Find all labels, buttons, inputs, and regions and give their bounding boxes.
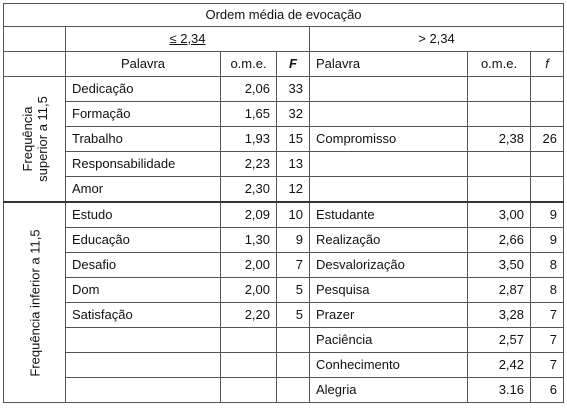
cell-f-left: 9 — [277, 228, 310, 253]
cell-word-right: Compromisso — [310, 127, 468, 152]
cell-f-left — [277, 328, 310, 353]
cell-f-right: 7 — [531, 303, 564, 328]
cell-word-right: Alegria — [310, 378, 468, 403]
cell-ome-left: 2,20 — [221, 303, 277, 328]
cell-f-right — [531, 152, 564, 177]
table-row — [4, 177, 564, 203]
group-header-left: ≤ 2,34 — [66, 27, 310, 52]
row-group-superior-label: Frequência superior a 11,5 — [19, 96, 50, 182]
table-row — [4, 378, 564, 403]
cell-ome-right: 2,57 — [468, 328, 531, 353]
cell-word-right: Paciência — [310, 328, 468, 353]
row-group-inferior-label: Frequência inferior a 11,5 — [27, 228, 42, 377]
cell-f-right — [531, 77, 564, 102]
evocation-table — [3, 3, 564, 403]
cell-f-right: 8 — [531, 253, 564, 278]
table-row — [4, 102, 564, 127]
cell-ome-left: 1,30 — [221, 228, 277, 253]
cell-ome-left: 1,65 — [221, 102, 277, 127]
table-row — [4, 77, 564, 102]
cell-f-right: 8 — [531, 278, 564, 303]
cell-f-right — [531, 177, 564, 203]
header-palavra-left: Palavra — [66, 52, 221, 77]
cell-word-left: Estudo — [66, 202, 221, 228]
cell-ome-right — [468, 102, 531, 127]
table-row — [4, 328, 564, 353]
header-f-left: F — [277, 52, 310, 77]
cell-f-left: 5 — [277, 278, 310, 303]
cell-f-right: 6 — [531, 378, 564, 403]
cell-ome-right — [468, 152, 531, 177]
cell-f-left: 13 — [277, 152, 310, 177]
corner-cell — [4, 27, 66, 52]
cell-word-right: Realização — [310, 228, 468, 253]
cell-ome-right: 3,00 — [468, 202, 531, 228]
cell-word-right — [310, 152, 468, 177]
table-row — [4, 303, 564, 328]
cell-word-right — [310, 77, 468, 102]
cell-word-left: Amor — [66, 177, 221, 203]
cell-word-right: Desvalorização — [310, 253, 468, 278]
header-f-right: f — [531, 52, 564, 77]
cell-word-left: Satisfação — [66, 303, 221, 328]
cell-ome-left: 2,23 — [221, 152, 277, 177]
cell-ome-left: 2,09 — [221, 202, 277, 228]
cell-word-left: Formação — [66, 102, 221, 127]
cell-word-left — [66, 328, 221, 353]
cell-ome-left: 2,06 — [221, 77, 277, 102]
cell-word-left: Educação — [66, 228, 221, 253]
cell-ome-right: 2,42 — [468, 353, 531, 378]
cell-word-left: Trabalho — [66, 127, 221, 152]
corner-cell-2 — [4, 52, 66, 77]
cell-ome-right — [468, 177, 531, 203]
cell-f-right: 7 — [531, 353, 564, 378]
cell-ome-left: 1,93 — [221, 127, 277, 152]
cell-ome-right: 2,87 — [468, 278, 531, 303]
table-title: Ordem média de evocação — [4, 4, 564, 27]
cell-f-left: 33 — [277, 77, 310, 102]
cell-ome-right: 2,66 — [468, 228, 531, 253]
cell-ome-right: 3,28 — [468, 303, 531, 328]
cell-ome-right — [468, 77, 531, 102]
cell-ome-left — [221, 353, 277, 378]
table-row — [4, 152, 564, 177]
cell-word-left — [66, 378, 221, 403]
row-group-label — [4, 77, 66, 203]
table-row — [4, 127, 564, 152]
cell-word-left: Dedicação — [66, 77, 221, 102]
table-row — [4, 228, 564, 253]
cell-f-left: 10 — [277, 202, 310, 228]
cell-f-right: 7 — [531, 328, 564, 353]
cell-word-right — [310, 177, 468, 203]
cell-f-left — [277, 378, 310, 403]
cell-f-right: 26 — [531, 127, 564, 152]
cell-word-left: Dom — [66, 278, 221, 303]
row-group-label — [4, 202, 66, 403]
table-row — [4, 353, 564, 378]
header-ome-right: o.m.e. — [468, 52, 531, 77]
cell-word-left: Desafio — [66, 253, 221, 278]
cell-ome-left — [221, 328, 277, 353]
cell-ome-right: 3.16 — [468, 378, 531, 403]
header-ome-left: o.m.e. — [221, 52, 277, 77]
cell-f-right: 9 — [531, 202, 564, 228]
cell-word-right — [310, 102, 468, 127]
superior-group — [4, 77, 564, 203]
table-row — [4, 202, 564, 228]
cell-ome-right: 3,50 — [468, 253, 531, 278]
cell-f-left: 5 — [277, 303, 310, 328]
cell-ome-left: 2,30 — [221, 177, 277, 203]
table-row — [4, 253, 564, 278]
cell-word-right: Pesquisa — [310, 278, 468, 303]
cell-f-left — [277, 353, 310, 378]
cell-ome-left — [221, 378, 277, 403]
header-palavra-right: Palavra — [310, 52, 468, 77]
cell-f-right — [531, 102, 564, 127]
cell-f-left: 15 — [277, 127, 310, 152]
cell-word-right: Conhecimento — [310, 353, 468, 378]
cell-ome-right: 2,38 — [468, 127, 531, 152]
cell-ome-left: 2,00 — [221, 278, 277, 303]
cell-f-right: 9 — [531, 228, 564, 253]
cell-word-left: Responsabilidade — [66, 152, 221, 177]
cell-f-left: 7 — [277, 253, 310, 278]
cell-word-right: Estudante — [310, 202, 468, 228]
cell-ome-left: 2,00 — [221, 253, 277, 278]
cell-word-right: Prazer — [310, 303, 468, 328]
inferior-group — [4, 202, 564, 403]
cell-f-left: 12 — [277, 177, 310, 203]
cell-f-left: 32 — [277, 102, 310, 127]
table-row — [4, 278, 564, 303]
cell-word-left — [66, 353, 221, 378]
group-header-right: > 2,34 — [310, 27, 564, 52]
